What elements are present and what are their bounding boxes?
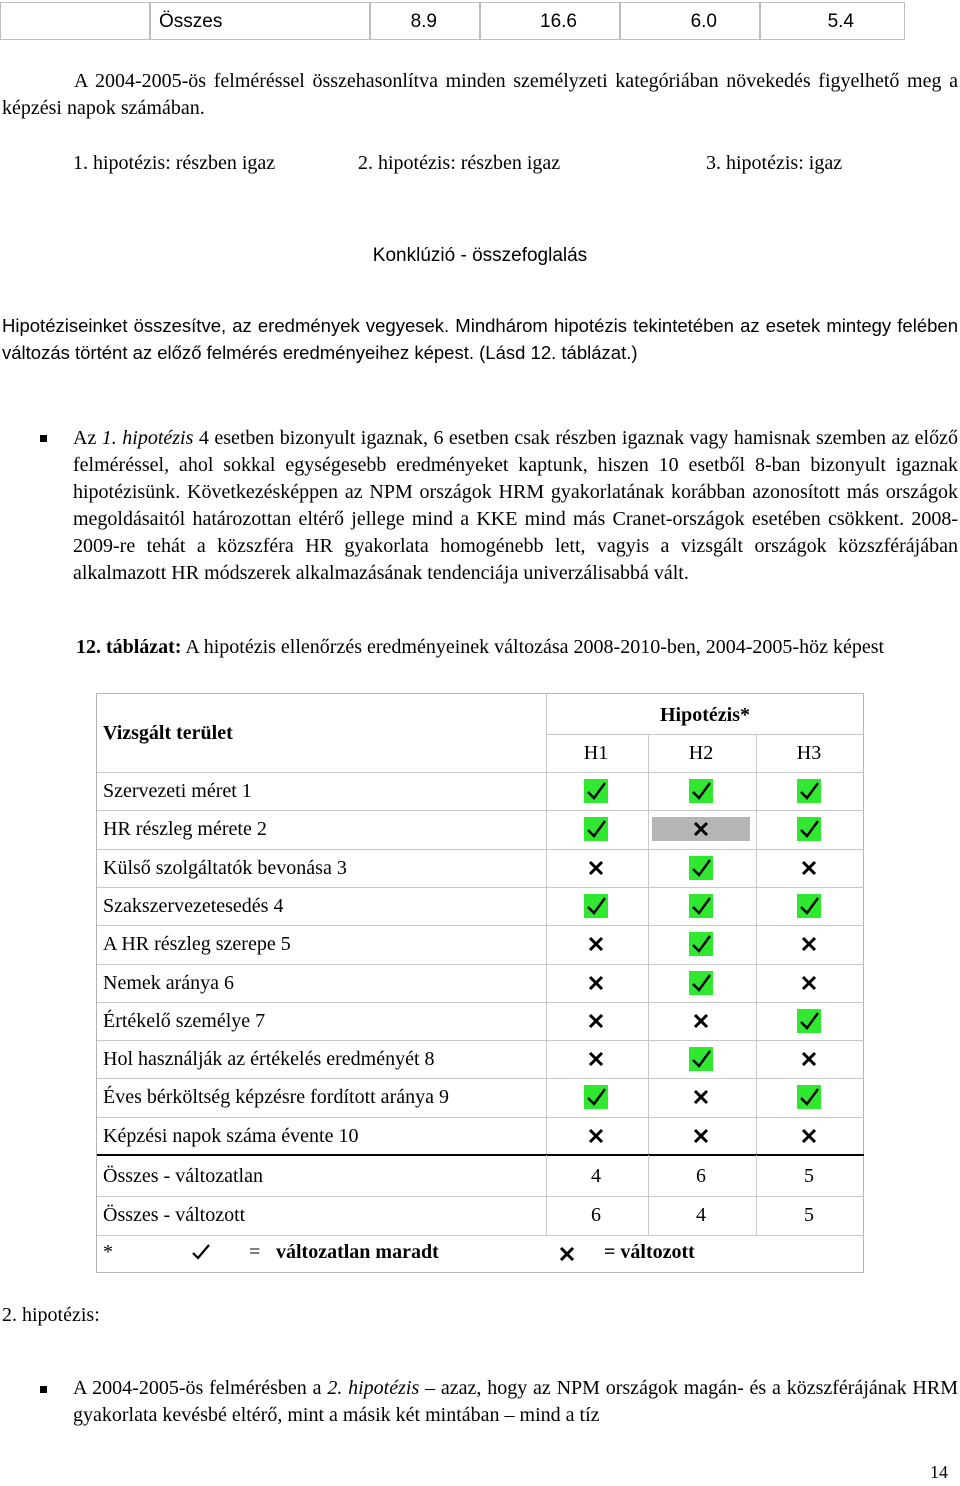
table-rule [648,1155,649,1235]
hypothesis-2-paragraph [73,1375,958,1429]
table-rule [546,734,864,735]
check-icon [797,817,821,841]
check-icon [797,894,821,918]
table-rule [97,1154,864,1156]
bullet1-prefix: Az [73,427,102,449]
paragraph-conclusion: Hipotéziseinket összesítve, az eredmények vegyesek. Mindhárom hipotézis tekintetében az esetek mintegy felében változás történt az előző felmérés eredményeihez képest. (Lásd 12. táblázat.) [2,315,958,363]
check-icon [584,817,608,841]
section-title: Konklúzió - összefoglalás [372,245,588,266]
summary-label: Összes [150,2,370,40]
cross-icon [801,1128,817,1144]
row-label: Külső szolgáltatók bevonása 3 [103,856,347,879]
totals-label: Összes - változott [103,1204,246,1226]
check-icon [797,1009,821,1033]
bullet2-italic: 2. hipotézis [327,1377,420,1399]
check-icon [689,779,713,803]
legend-star: * [103,1241,113,1263]
check-icon [689,894,713,918]
paragraph-intro: A 2004-2005-ös felméréssel összehasonlítva minden személyzeti kategóriában növekedés figyelhető meg a képzési napok számában. [2,70,958,119]
table-caption-number: 12. táblázat: [75,636,182,658]
cross-icon [588,1013,604,1029]
table-rule [648,734,649,1154]
row-label: HR részleg mérete 2 [103,818,267,841]
table-caption [20,634,940,661]
column-h1: H1 [583,742,609,764]
summary-value: 5.4 [760,2,905,40]
summary-value: 16.6 [480,2,620,40]
row-spacer-cell [0,2,150,40]
legend-changed: = változott [604,1241,695,1263]
hypothesis-table [96,693,864,1273]
check-icon [797,1085,821,1109]
cross-icon [801,936,817,952]
check-icon [584,894,608,918]
column-h3: H3 [796,742,822,764]
header-hypothesis: Hipotézis* [660,704,750,726]
page-number: 14 [930,1462,948,1482]
legend-equals: = [249,1241,261,1263]
row-label: Hol használják az értékelés eredményét 8 [103,1048,435,1071]
totals-value: 4 [696,1204,706,1226]
cross-icon [801,860,817,876]
summary-value: 6.0 [620,2,760,40]
check-icon [689,856,713,880]
check-icon [797,779,821,803]
hypothesis-2-result: 2. hipotézis: részben igaz [358,152,561,174]
bullet2-prefix: A 2004-2005-ös felmérésben a [73,1377,328,1399]
hypothesis-3-result: 3. hipotézis: igaz [706,152,843,174]
hypotheses-summary [0,150,960,177]
cross-icon [693,1089,709,1105]
cross-icon [693,1128,709,1144]
row-label: Szervezeti méret 1 [103,780,252,802]
check-icon [689,971,713,995]
check-icon [584,1085,608,1109]
row-label: Szakszervezetesedés 4 [103,894,284,917]
bullet-icon [40,435,47,442]
cross-icon [693,1013,709,1029]
cross-icon [588,1128,604,1144]
cross-icon [588,936,604,952]
row-label: A HR részleg szerepe 5 [103,933,291,956]
totals-value: 6 [591,1204,601,1226]
totals-label: Összes - változatlan [103,1165,263,1187]
cross-icon [801,975,817,991]
table-rule [97,1235,864,1236]
table-rule [756,1155,757,1235]
cross-icon [801,1051,817,1067]
row-label: Éves bérköltség képzésre fordított aránya 9 [103,1086,449,1109]
cross-icon [588,1051,604,1067]
legend-cross-icon [559,1246,575,1262]
totals-value: 6 [696,1165,706,1187]
bullet2-text: – azaz, hogy az NPM országok magán- és a közszférájának HRM gyakorlata kevésbé eltérő, mint a másik két mintában – mind a tíz [73,1377,959,1426]
check-icon [584,779,608,803]
totals-value: 5 [804,1165,814,1187]
legend-check-icon [191,1242,211,1262]
table-rule [546,694,547,1154]
column-h2: H2 [688,742,714,764]
row-label: Értékelő személye 7 [103,1009,266,1032]
totals-value: 4 [591,1165,601,1187]
hypothesis-1-result: 1. hipotézis: részben igaz [73,152,276,174]
cross-icon [588,860,604,876]
hypothesis-1-paragraph [73,425,958,587]
table-rule [546,1155,547,1235]
legend-unchanged: változatlan maradt [276,1241,439,1263]
bullet-icon [40,1386,47,1393]
table-rule [756,734,757,1154]
cross-icon [693,821,709,837]
row-label: Képzési napok száma évente 10 [103,1124,359,1147]
table-caption-text: A hipotézis ellenőrzés eredményeinek változása 2008-2010-ben, 2004-2005-höz képest [181,636,885,658]
header-area: Vizsgált terület [103,722,233,744]
check-icon [689,932,713,956]
summary-value: 8.9 [370,2,480,40]
row-label: Nemek aránya 6 [103,971,235,994]
bullet1-italic: 1. hipotézis [101,427,194,449]
totals-value: 5 [804,1204,814,1226]
bullet1-text: 4 esetben bizonyult igaznak, 6 esetben csak részben igaznak vagy hamisnak szemben az előző felméréssel, ahol sokkal egységesebb eredményeket kaptunk, hiszen 10 esetből 8-ban bizonyult igaznak hipotézisünk. Következésképpen az NPM országok HRM gyakorlatának korábban azonosított más országok megoldásaitól határozottan eltérő jellege mind a KKE mind más Cranet-országok esetében csökkent. 2008-2009-re tehát a közszféra HR gyakorlata homogénebb lett, vagyis a vizsgált országok közszférájában alkalmazott HR módszerek alkalmazásának tendenciája univerzálisabbá vált. [73,427,958,584]
cross-icon [588,975,604,991]
hypothesis-2-heading: 2. hipotézis: [2,1304,100,1326]
check-icon [689,1047,713,1071]
